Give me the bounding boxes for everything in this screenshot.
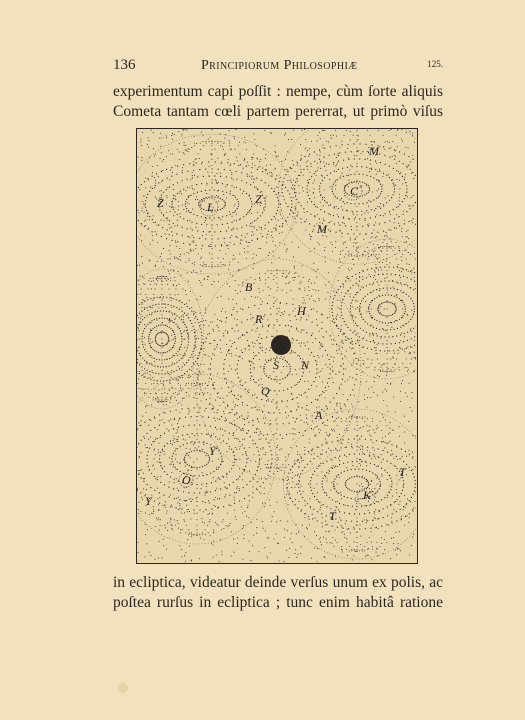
figure-label-a: A: [315, 408, 323, 422]
text-line: Cometa tantam cœli partem pererrat, ut primò viſus: [113, 103, 443, 120]
figure-label-z1: Z: [157, 196, 164, 210]
figure-label-t2: T: [329, 509, 336, 523]
text-line: poſtea rurſus in ecliptica ; tunc enim habitâ ratione: [113, 594, 443, 611]
vortex-diagram: [137, 129, 416, 562]
running-title: Principiorum Philosophiæ: [201, 58, 358, 73]
body-text-bottom: [113, 573, 443, 613]
figure-label-m2: M: [317, 222, 327, 236]
folio-number: 125.: [427, 59, 443, 69]
figure-label-l: L: [207, 200, 214, 214]
text-line: in ecliptica, videatur deinde verſus unum ex polis, ac: [113, 574, 443, 591]
figure-label-q: Q: [261, 384, 270, 398]
running-head: [113, 57, 443, 75]
figure-label-h: H: [297, 304, 306, 318]
figure-label-y2: Y: [145, 494, 152, 508]
vortex-figure: [136, 128, 418, 564]
figure-label-s1: S: [279, 339, 285, 353]
figure-label-y1: Y: [209, 444, 216, 458]
figure-label-m1: M: [369, 144, 379, 158]
page-number: 136: [113, 57, 136, 73]
figure-label-s2: S: [273, 358, 279, 372]
body-text-top: [113, 82, 443, 122]
figure-label-n: N: [301, 358, 310, 372]
figure-label-r: R: [255, 312, 263, 326]
text-line: experimentum capi poſſit : nempe, cùm ſorte aliquis: [113, 83, 443, 100]
figure-label-t1: T: [399, 465, 406, 479]
figure-label-b: B: [245, 280, 253, 294]
paper-smudge: [118, 683, 128, 693]
figure-label-o: O: [182, 473, 191, 487]
figure-label-z2: Z: [255, 192, 262, 206]
figure-label-k: K: [363, 488, 372, 502]
figure-label-c: C: [350, 184, 359, 198]
